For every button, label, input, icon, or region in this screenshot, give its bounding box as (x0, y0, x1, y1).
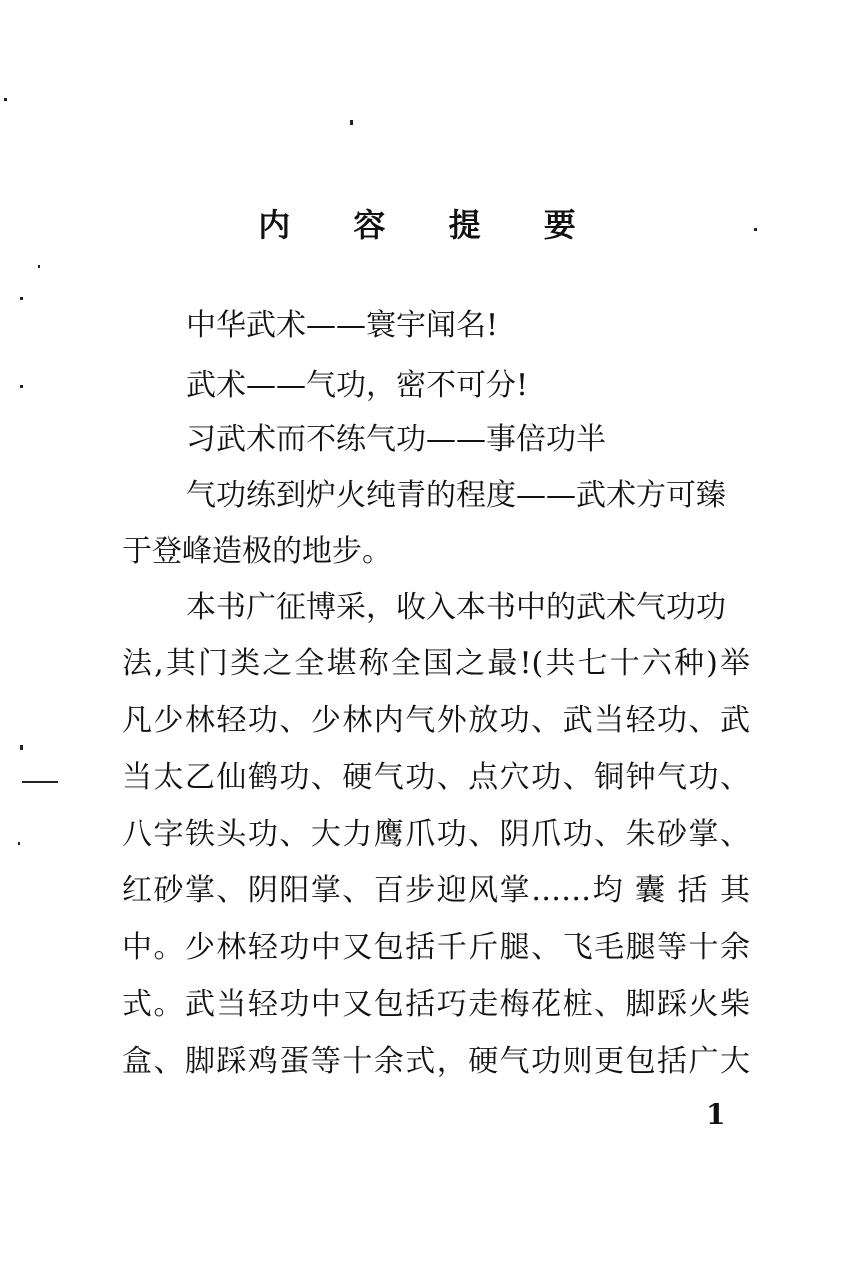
page-title: 内 容 提 要 (258, 206, 602, 244)
scan-speck (20, 297, 23, 300)
slogan-line: 习武术而不练气功——事倍功半 (186, 422, 606, 457)
scan-speck (754, 228, 757, 231)
scan-speck (20, 745, 23, 750)
paragraph-line: 法,其门类之全堪称全国之最!(共七十六种)举 (122, 646, 750, 681)
paragraph-line: 盒、脚踩鸡蛋等十余式，硬气功则更包括广大 (122, 1044, 750, 1079)
page-number: 1 (706, 1098, 726, 1131)
slogan-line: 中华武术——寰宇闻名! (186, 308, 499, 343)
slogan-line: 武术——气功，密不可分! (186, 368, 529, 403)
paragraph-line: 于登峰造极的地步。 (122, 534, 392, 569)
scan-speck (20, 385, 23, 388)
paragraph-line: 气功练到炉火纯青的程度——武术方可臻 (186, 478, 726, 513)
scan-speck (38, 265, 40, 268)
paragraph-line: 当太乙仙鹤功、硬气功、点穴功、铜钟气功、 (122, 760, 750, 795)
paragraph-line: 本书广征博采，收入本书中的武术气功功 (186, 590, 726, 625)
paragraph-line: 式。武当轻功中又包括巧走梅花桩、脚踩火柴 (122, 987, 750, 1022)
paragraph-line: 凡少林轻功、少林内气外放功、武当轻功、武 (122, 703, 750, 738)
scan-speck (350, 120, 353, 125)
scan-speck (4, 98, 7, 101)
paragraph-line: 红砂掌、阴阳掌、百步迎风掌……均 囊 括 其 (122, 873, 750, 908)
paragraph-line: 中。少林轻功中又包括千斤腿、飞毛腿等十余 (122, 930, 750, 965)
scan-speck (18, 842, 20, 845)
margin-mark (22, 781, 58, 783)
paragraph-line: 八字铁头功、大力鹰爪功、阴爪功、朱砂掌、 (122, 817, 750, 852)
